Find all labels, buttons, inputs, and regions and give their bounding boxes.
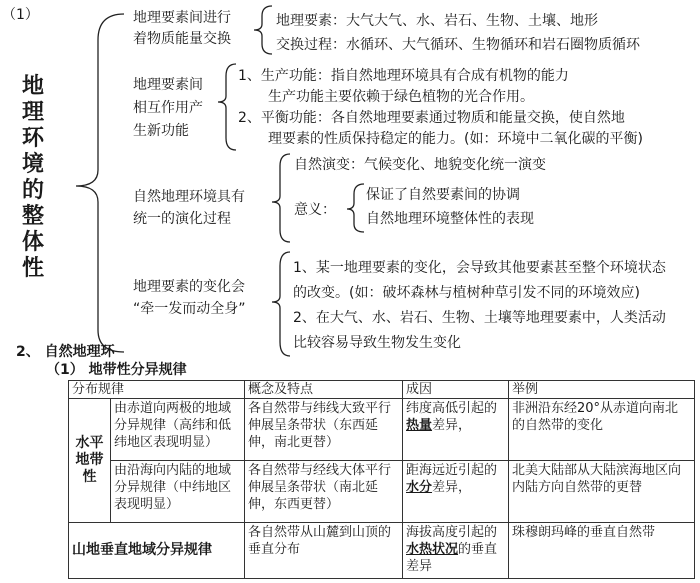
content-line: 交换过程：水循环、大气循环、生物循环和岩石圈物质循环	[276, 37, 640, 53]
block3-brace	[272, 154, 290, 242]
cause-cell	[403, 523, 509, 579]
concept-cell: 各自然带与纬线大致平行伸展呈条带状（东西延伸，南北更替）	[245, 399, 403, 461]
content-line: 1、某一地理要素的变化，会导致其他要素甚至整个环境状态	[293, 260, 666, 276]
label-line: 统一的演化过程	[133, 211, 231, 227]
title-char: 环	[21, 126, 44, 151]
section-number: （1）	[2, 7, 39, 23]
block4-label	[133, 278, 246, 318]
content-line: 1、生产功能：指自然地理环境具有合成有机物的能力	[238, 68, 569, 84]
section2-subheading: （1） 地带性分异规律	[46, 362, 187, 378]
title-char: 的	[21, 178, 44, 203]
content-line: 2、平衡功能：各自然地理要素通过物质和能量交换，使自然地	[238, 110, 625, 126]
block3-label	[133, 188, 245, 228]
block2-content	[238, 66, 643, 150]
title-char: 地	[21, 74, 44, 99]
title-char: 性	[21, 256, 44, 281]
horizontal-zonation-label	[69, 399, 111, 523]
content-line: 地理要素：大气大气、水、岩石、生物、土壤、地形	[276, 13, 598, 29]
label-line: 自然地理环境具有	[133, 189, 245, 205]
meaning-brace	[347, 184, 364, 232]
content-line: 保证了自然要素间的协调	[366, 187, 520, 203]
content-line: 2、在大气、水、岩石、生物、土壤等地理要素中，人类活动	[293, 310, 666, 326]
label-char: 地带	[75, 452, 104, 468]
label-line: 地理要素间	[133, 77, 203, 93]
block1-label	[133, 9, 231, 48]
example-cell: 非洲沿东经20°从赤道向南北的自然带的变化	[509, 399, 695, 461]
cause-text: 的垂直差异	[406, 542, 498, 574]
content-line: 自然地理环境整体性的表现	[366, 211, 534, 227]
section2-heading: 2、 自然地理环	[16, 344, 115, 360]
cause-text: 海拔高度引起的	[406, 525, 498, 540]
meaning-label: 意义：	[294, 202, 336, 218]
content-line: 理要素的性质保持稳定的能力。(如：环境中二氧化碳的平衡)	[268, 131, 643, 147]
cause-keyword: 热量	[406, 418, 433, 433]
example-cell: 北美大陆部从大陆滨海地区向内陆方向自然带的更替	[509, 461, 695, 523]
cause-text: 距海远近引起的	[406, 463, 498, 478]
block4-brace	[272, 252, 290, 356]
cause-keyword: 水热状况	[406, 542, 459, 557]
content-line: 生产功能主要依赖于绿色植物的光合作用。	[268, 89, 534, 105]
block2-label	[133, 76, 203, 140]
header-cell: 成因	[403, 381, 509, 399]
block1-brace	[254, 6, 272, 54]
title-char: 整	[21, 204, 44, 229]
example-cell: 珠穆朗玛峰的垂直自然带	[509, 523, 695, 579]
block3-line1: 自然演变：气候变化、地貌变化统一演变	[294, 157, 546, 173]
rule-cell: 由赤道向两极的地域分异规律（高纬和低纬地区表现明显）	[111, 399, 245, 461]
content-line: 比较容易导致生物发生变化	[293, 335, 461, 351]
table-row	[69, 399, 695, 461]
concept-cell: 各自然带与经线大体平行伸展呈条带状（南北延伸，东西更替）	[245, 461, 403, 523]
cause-cell	[403, 399, 509, 461]
label-line: 着物质能量交换	[133, 31, 231, 47]
label-char: 水平	[75, 435, 104, 451]
cause-cell	[403, 461, 509, 523]
table-header-row	[69, 381, 695, 399]
header-cell: 概念及特点	[245, 381, 403, 399]
label-line: 地理要素间进行	[133, 10, 231, 26]
rule-cell: 由沿海向内陆的地域分异规律（中纬地区表现明显）	[111, 461, 245, 523]
block1-content	[276, 12, 640, 54]
block4-content	[293, 256, 666, 356]
content-line: 的改变。(如：破坏森林与植树种草引发不同的环境效应)	[293, 285, 640, 301]
header-cell: 举例	[509, 381, 695, 399]
concept-cell: 各自然带从山麓到山顶的垂直分布	[245, 523, 403, 579]
block2-brace	[218, 64, 236, 150]
label-line: “牵一发而动全身”	[133, 301, 246, 317]
zonation-table	[68, 380, 695, 579]
main-brace	[76, 14, 124, 352]
label-line: 生新功能	[133, 123, 189, 139]
cause-text: 纬度高低引起的	[406, 401, 498, 416]
header-cell: 分布规律	[69, 381, 245, 399]
label-line: 地理要素的变化会	[133, 279, 245, 295]
table-row	[69, 523, 695, 579]
title-char: 理	[21, 100, 44, 125]
meaning-content	[366, 186, 534, 228]
table-row	[69, 461, 695, 523]
label-char: 性	[82, 469, 97, 485]
cause-keyword: 水分	[406, 480, 433, 495]
cause-text: 差异，	[432, 418, 472, 433]
vertical-zonation-label: 山地垂直地域分异规律	[69, 523, 245, 579]
title-char: 体	[21, 230, 44, 255]
cause-text: 差异，	[432, 480, 472, 495]
title-char: 境	[21, 152, 44, 177]
label-line: 相互作用产	[133, 100, 203, 116]
